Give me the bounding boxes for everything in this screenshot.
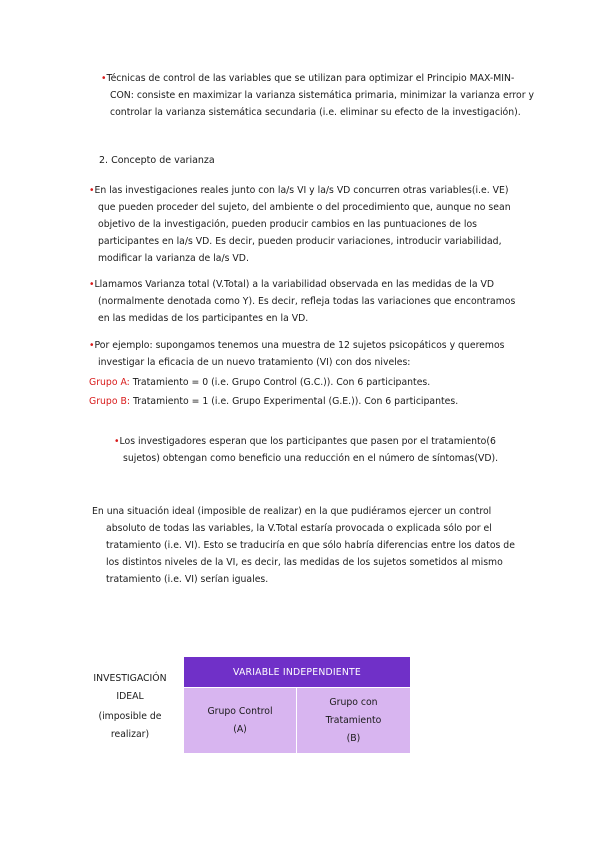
label-note-line: realizar) (110, 729, 150, 740)
group-label: Grupo A: (89, 377, 130, 388)
bullet-icon: • (89, 279, 95, 290)
bullet-icon: • (114, 436, 120, 447)
max-min-con-paragraph (101, 70, 535, 121)
label-title-line: IDEAL (116, 691, 144, 702)
table-header: VARIABLE INDEPENDIENTE (184, 657, 410, 688)
group-text: Tratamiento = 1 (i.e. Grupo Experimental (G.E.)). Con 6 participantes. (132, 396, 459, 407)
label-title-line: INVESTIGACIÓN (93, 673, 167, 684)
paragraph-text: Por ejemplo: supongamos tenemos una muestra de 12 sujetos psicopáticos y queremos investigar la eficacia de un nuevo tratamiento (VI) con dos niveles: (94, 340, 505, 368)
section-heading: 2. Concepto de varianza (99, 155, 215, 166)
control-group-cell (184, 688, 297, 754)
paragraph-text: En las investigaciones reales junto con la/s VI y la/s VD concurren otras variables(i.e. VE) que pueden proceder del sujeto, del ambiente o del procedimiento que, aunque no sean objetivo de la investigación, pueden producir cambios en las puntuaciones de los participantes en la/s VD. Es decir, pueden producir variaciones, introducir variabilidad, modificar la varianza de la/s VD. (94, 185, 511, 264)
bullet-icon: • (89, 340, 95, 351)
bullet-icon: • (101, 73, 107, 84)
treatment-group-cell (297, 688, 411, 754)
group-label: Grupo B: (89, 396, 130, 407)
ideal-research-label (78, 670, 182, 744)
real-research-paragraph (89, 182, 526, 267)
total-variance-paragraph (89, 276, 526, 327)
independent-variable-table (184, 657, 410, 753)
paragraph-text: Los investigadores esperan que los participantes que pasen por el tratamiento(6 sujetos) obtengan como beneficio una reducción en el número de síntomas(VD). (119, 436, 499, 464)
group-text: Tratamiento = 0 (i.e. Grupo Control (G.C.)). Con 6 participantes. (132, 377, 431, 388)
paragraph-text: En una situación ideal (imposible de realizar) en la que pudiéramos ejercer un control absoluto de todas las variables, la V.Total estaría provocada o explicada sólo por el tratamiento (i.e. VI). Esto se traduciría en que sólo habría diferencias entre los datos de los distintos niveles de la VI, es decir, las medidas de los sujetos sometidos al mismo tratamiento (i.e. VI) serían iguales. (92, 506, 515, 585)
cell-line: (A) (233, 723, 247, 735)
cell-line: Grupo Control (207, 705, 273, 717)
cell-line: (B) (346, 732, 361, 744)
cell-line: Tratamiento (325, 714, 382, 726)
group-a-line (89, 374, 549, 391)
label-note-line: (imposible de (98, 711, 162, 722)
cell-line: Grupo con (329, 696, 378, 708)
bullet-icon: • (89, 185, 95, 196)
group-b-line (89, 393, 549, 410)
paragraph-text: Técnicas de control de las variables que se utilizan para optimizar el Principio MAX-MIN-CON: consiste en maximizar la varianza sistemática primaria, minimizar la varianza error y controlar la varianza sistemática secundaria (i.e. eliminar su efecto de la investigación). (106, 73, 534, 118)
expectation-paragraph (114, 433, 508, 467)
paragraph-text: Llamamos Varianza total (V.Total) a la variabilidad observada en las medidas de la VD (normalmente denotada como Y). Es decir, refleja todas las variaciones que encontramos en las medidas de los participantes en la VD. (94, 279, 516, 324)
example-paragraph (89, 337, 526, 371)
ideal-situation-paragraph (92, 503, 524, 588)
